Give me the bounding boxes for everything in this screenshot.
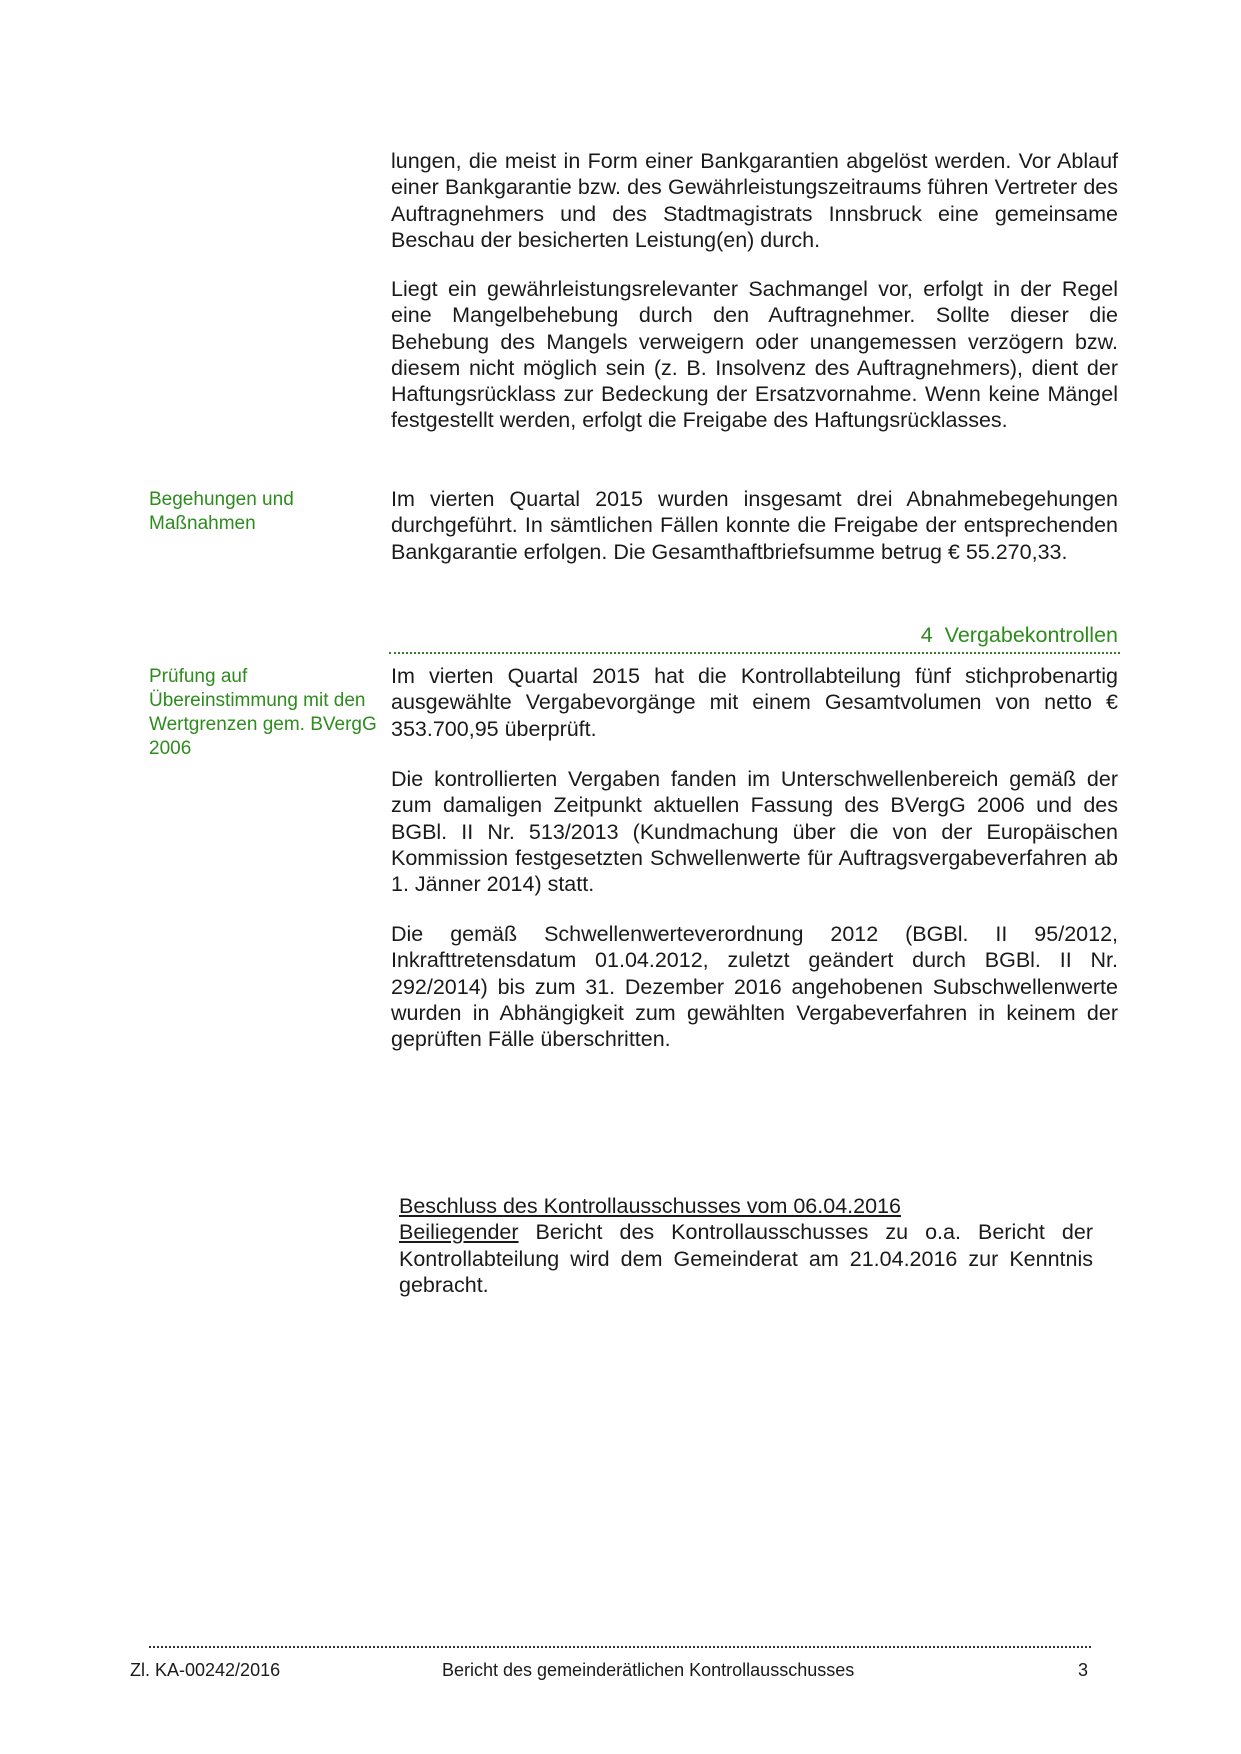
side-note-inspections: Begehungen und Maßnahmen — [149, 489, 294, 534]
section-title: Vergabekontrollen — [944, 623, 1118, 647]
resolution-title: Beschluss des Kontrollausschusses vom 06.04.2016 — [399, 1194, 901, 1218]
paragraph-inspections-q4: Im vierten Quartal 2015 wurden insgesamt drei Abnahmebegehungen durchgeführt. In sämtlichen Fällen konnte die Freigabe der entsprechenden Bankgarantie erfolgen. Die Gesamthaftbriefsumme betrug € 55.270,33. — [391, 487, 1118, 564]
paragraph-subthreshold-values: Die gemäß Schwellenwerteverordnung 2012 (BGBl. II 95/2012, Inkrafttretensdatum 01.04.2012, zuletzt geändert durch BGBl. II Nr. 292/2014) bis zum 31. Dezember 2016 angehobenen Subschwellenwerte wurden in Abhängigkeit zum gewählten Vergabeverfahren in keinem der geprüften Fälle überschritten. — [391, 922, 1118, 1052]
section-divider — [389, 652, 1120, 654]
footer-title: Bericht des gemeinderätlichen Kontrollausschusses — [442, 1660, 855, 1680]
section-number: 4 — [920, 623, 933, 647]
footer-reference: Zl. KA-00242/2016 — [130, 1660, 281, 1680]
side-note-threshold-check: Prüfung auf Übereinstimmung mit den Wertgrenzen gem. BVergG 2006 — [149, 666, 377, 759]
committee-resolution — [399, 1193, 1093, 1298]
footer-divider — [149, 1646, 1091, 1648]
paragraph-guarantee-release: lungen, die meist in Form einer Bankgarantien abgelöst werden. Vor Ablauf einer Bankgarantie bzw. des Gewährleistungszeitraums führen Vertreter des Auftragnehmers und des Stadtmagistrats Innsbruck eine gemeinsame Beschau der besicherten Leistung(en) durch. — [391, 149, 1118, 252]
page-number: 3 — [1078, 1660, 1089, 1680]
paragraph-procurement-review: Im vierten Quartal 2015 hat die Kontrollabteilung fünf stichprobenartig ausgewählte Vergabevorgänge mit einem Gesamtvolumen von netto € 353.700,95 überprüft. — [391, 664, 1118, 741]
resolution-body: Bericht des Kontrollausschusses zu o.a. Bericht der Kontrollabteilung wird dem Gemeinderat am 21.04.2016 zur Kenntnis gebracht. — [399, 1220, 1093, 1297]
section-heading — [391, 622, 1118, 648]
paragraph-below-threshold: Die kontrollierten Vergaben fanden im Unterschwellenbereich gemäß der zum damaligen Zeitpunkt aktuellen Fassung des BVergG 2006 und des BGBl. II Nr. 513/2013 (Kundmachung über die von der Europäischen Kommission festgesetzten Schwellenwerte für Auftragsvergabeverfahren ab 1. Jänner 2014) statt. — [391, 767, 1118, 897]
paragraph-defect-handling: Liegt ein gewährleistungsrelevanter Sachmangel vor, erfolgt in der Regel eine Mangelbehebung durch den Auftragnehmer. Sollte dieser die Behebung des Mangels verweigern oder unangemessen verzögern bzw. diesem nicht möglich sein (z. B. Insolvenz des Auftragnehmers), dient der Haftungsrücklass zur Bedeckung der Ersatzvornahme. Wenn keine Mängel festgestellt werden, erfolgt die Freigabe des Haftungsrücklasses. — [391, 277, 1118, 433]
resolution-lead: Beiliegender — [399, 1220, 519, 1245]
